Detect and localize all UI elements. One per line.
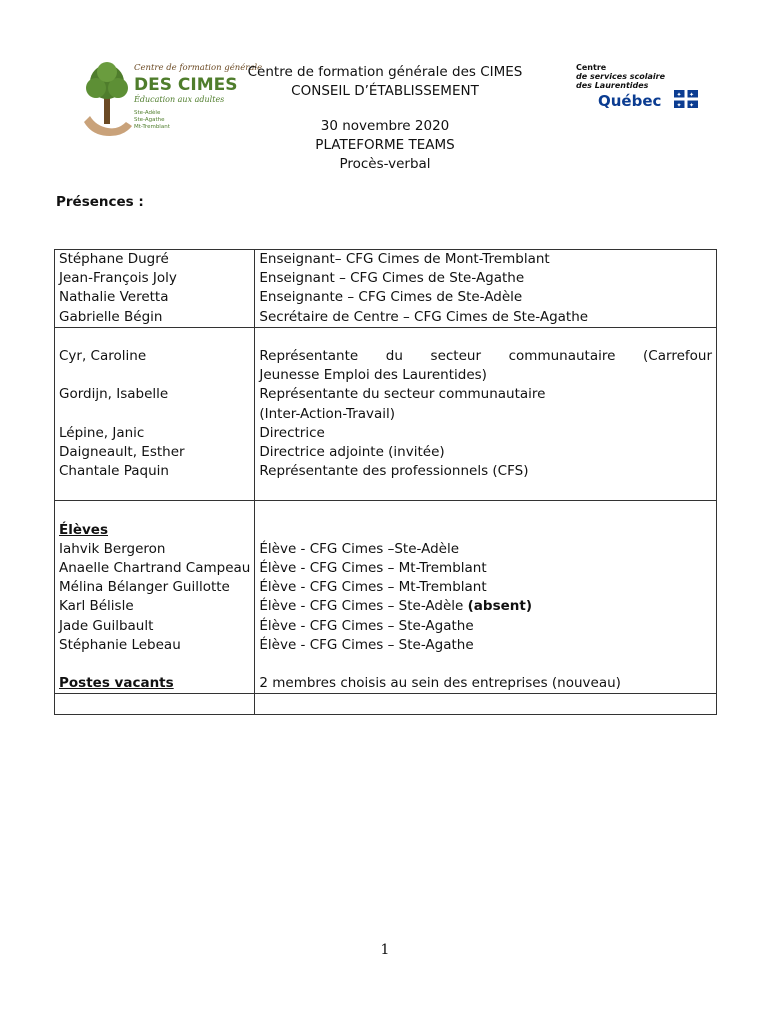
member-role: (Inter-Action-Travail)	[259, 405, 396, 422]
svg-text:✦: ✦	[689, 91, 695, 99]
member-role: Élève - CFG Cimes – Ste-Adèle	[259, 598, 464, 615]
member-role: Représentante des professionnels (CFS)	[259, 463, 529, 480]
member-role: Représentante du secteur communautaire (Carrefour	[259, 347, 712, 364]
presences-heading: Présences :	[56, 194, 144, 210]
member-name: Daigneault, Esther	[59, 443, 185, 460]
header-doc-type: Procès-verbal	[339, 156, 431, 172]
member-role: Enseignant– CFG Cimes de Mont-Tremblant	[259, 251, 550, 267]
member-role: Élève - CFG Cimes – Mt-Tremblant	[259, 579, 487, 596]
member-name: Lépine, Janic	[59, 424, 145, 441]
member-role: Enseignante – CFG Cimes de Ste-Adèle	[259, 289, 523, 306]
member-role: Élève - CFG Cimes – Ste-Agathe	[259, 617, 474, 634]
member-role: Enseignant – CFG Cimes de Ste-Agathe	[259, 270, 525, 287]
absent-note: (absent)	[467, 598, 532, 615]
member-role: Élève - CFG Cimes – Mt-Tremblant	[259, 560, 487, 576]
logo-site-3: Mt-Tremblant	[134, 124, 170, 130]
logo-site-2: Ste-Agathe	[134, 117, 165, 123]
quebec-flag-icon	[674, 90, 698, 109]
quebec-wordmark: Québec	[598, 92, 662, 110]
member-name: Jean-François Joly	[59, 270, 177, 287]
students-heading: Élèves	[59, 521, 108, 538]
vacant-description: 2 membres choisis au sein des entreprises (nouveau)	[259, 675, 621, 692]
quebec-css-logo	[574, 62, 704, 112]
css-line1: Centre	[576, 63, 607, 72]
member-role: Élève - CFG Cimes – Ste-Agathe	[259, 636, 474, 653]
member-role: Représentante du secteur communautaire	[259, 386, 546, 403]
member-role: Jeunesse Emploi des Laurentides)	[259, 367, 487, 384]
svg-text:✦: ✦	[689, 102, 695, 109]
member-role: Directrice adjointe (invitée)	[259, 443, 445, 460]
member-name: Chantale Paquin	[59, 463, 169, 480]
table-row-staff	[55, 250, 717, 328]
logo-line2: DES CIMES	[134, 75, 238, 95]
member-role-with-note	[259, 597, 712, 616]
header-centre-name: Centre de formation générale des CIMES	[247, 64, 523, 80]
member-name: Stéphane Dugré	[59, 251, 169, 267]
page-number: 1	[380, 942, 390, 958]
member-name: Cyr, Caroline	[59, 347, 147, 364]
logo-line1: Centre de formation générale	[134, 63, 263, 73]
member-name: Iahvik Bergeron	[59, 540, 166, 557]
table-row-empty	[55, 694, 717, 714]
member-role: Élève - CFG Cimes –Ste-Adèle	[259, 540, 460, 557]
member-name: Gordijn, Isabelle	[59, 386, 169, 403]
member-name: Jade Guilbault	[59, 617, 154, 634]
document-header	[200, 63, 570, 174]
member-name: Gabrielle Bégin	[59, 308, 163, 325]
member-name: Karl Bélisle	[59, 598, 134, 615]
member-role: Directrice	[259, 424, 325, 441]
vacant-heading: Postes vacants	[59, 675, 174, 692]
table-row-community	[55, 327, 717, 501]
logo-site-1: Ste-Adèle	[134, 110, 161, 116]
css-line3: des Laurentides	[576, 81, 649, 90]
logo-line3: Éducation aux adultes	[134, 95, 225, 104]
member-name: Stéphanie Lebeau	[59, 636, 181, 653]
member-name: Anaelle Chartrand Campeau	[59, 560, 251, 576]
table-row-students	[55, 501, 717, 694]
svg-text:✦: ✦	[676, 102, 682, 109]
header-council: CONSEIL D’ÉTABLISSEMENT	[291, 83, 479, 99]
css-line2: de services scolaire	[576, 72, 665, 81]
member-name: Nathalie Veretta	[59, 289, 169, 306]
header-date: 30 novembre 2020	[320, 118, 450, 134]
attendance-table	[54, 249, 717, 715]
header-platform: PLATEFORME TEAMS	[315, 137, 455, 153]
member-role: Secrétaire de Centre – CFG Cimes de Ste-Agathe	[259, 308, 589, 325]
member-name: Mélina Bélanger Guillotte	[59, 579, 230, 596]
svg-text:✦: ✦	[676, 91, 682, 99]
